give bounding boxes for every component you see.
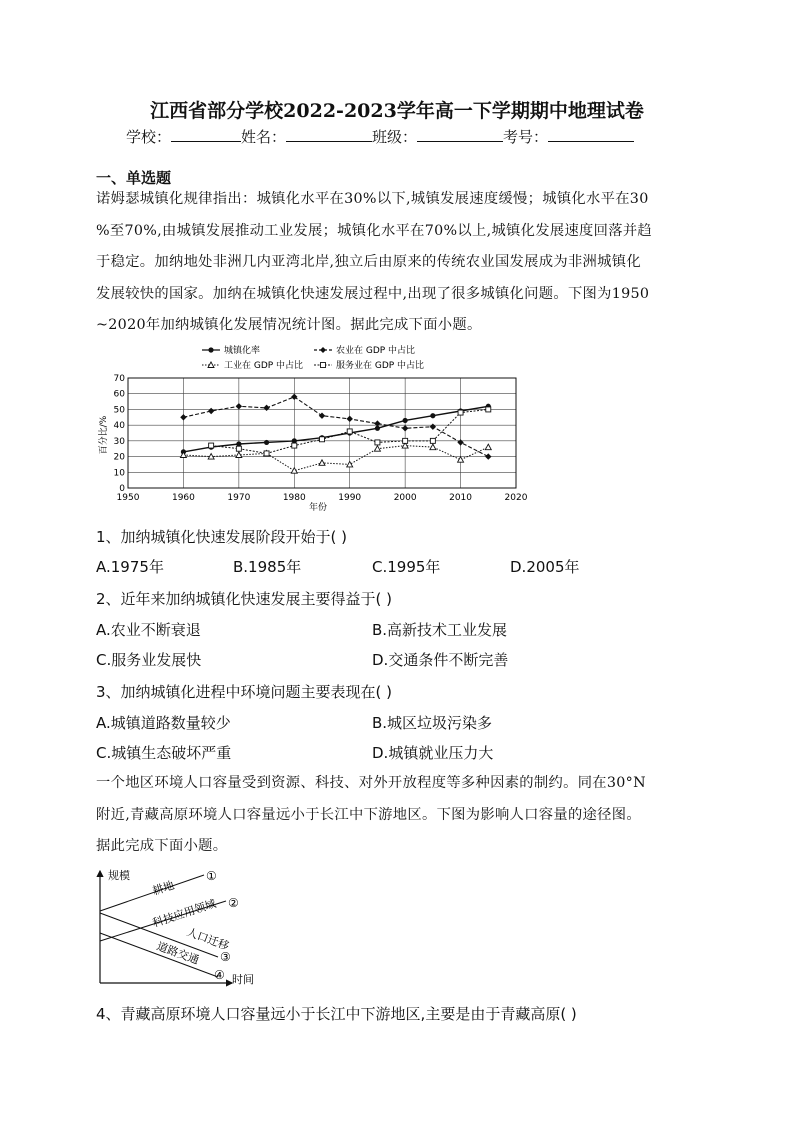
point-agri <box>208 408 214 414</box>
passage-2-line: 据此完成下面小题。 <box>96 838 228 855</box>
number-4: ④ <box>214 968 225 982</box>
urbanization-chart <box>96 340 536 515</box>
q3-option-c[interactable]: C.城镇生态破坏严重 <box>96 744 232 762</box>
number-3: ③ <box>220 950 231 964</box>
diagram-x-label: 时间 <box>232 973 254 986</box>
x-tick-label: 1970 <box>227 493 251 503</box>
y-tick-label: 30 <box>113 436 125 447</box>
legend-agri: 农业在 GDP 中占比 <box>336 346 416 356</box>
student-info-line <box>126 126 634 147</box>
number-1: ① <box>206 869 217 883</box>
point-serv <box>292 443 297 448</box>
legend-serv: 服务业在 GDP 中占比 <box>336 361 425 371</box>
passage-1-line: 发展较快的国家。加纳在城镇化快速发展过程中,出现了很多城镇化问题。下图为1950 <box>96 285 650 302</box>
class-blank[interactable] <box>417 127 503 142</box>
q2-option-d[interactable]: D.交通条件不断完善 <box>372 651 509 669</box>
point-serv <box>209 443 214 448</box>
label-farmland: 耕地 <box>150 878 176 898</box>
point-agri <box>263 405 269 411</box>
x-tick-label: 1990 <box>338 493 362 503</box>
series-line-3 <box>183 446 488 471</box>
point-ind <box>319 460 325 466</box>
section-heading-single-choice: 一、单选题 <box>96 169 172 187</box>
number-blank[interactable] <box>548 127 634 142</box>
point-serv <box>347 429 352 434</box>
passage-1-line: ~2020年加纳城镇化发展情况统计图。据此完成下面小题。 <box>96 317 482 334</box>
point-agri <box>485 453 491 459</box>
point-agri <box>347 416 353 422</box>
passage-2-line: 附近,青藏高原环境人口容量远小于长江中下游地区。下图为影响人口容量的途径图。 <box>96 806 641 823</box>
point-ind <box>374 446 380 452</box>
q2-option-a[interactable]: A.农业不断衰退 <box>96 621 201 639</box>
q1-option-a[interactable]: A.1975年 <box>96 558 164 576</box>
point-urban <box>264 440 269 445</box>
point-serv <box>403 438 408 443</box>
population-capacity-diagram <box>92 863 272 991</box>
plot-frame <box>128 378 516 488</box>
legend-urban: 城镇化率 <box>224 346 261 356</box>
point-agri <box>236 403 242 409</box>
passage-1-line: %至70%,由城镇发展推动工业发展；城镇化水平在70%以上,城镇化发展速度回落并趋 <box>96 222 653 239</box>
label-transport: 道路交通 <box>154 939 201 967</box>
chart-series <box>180 394 491 474</box>
label-tech: 科技应用领域 <box>150 897 218 930</box>
y-tick-label: 40 <box>113 421 125 432</box>
passage-2-line: 一个地区环境人口容量受到资源、科技、对外开放程度等多种因素的制约。同在30°N <box>96 775 646 791</box>
q2-option-c[interactable]: C.服务业发展快 <box>96 651 202 669</box>
name-blank[interactable] <box>286 127 372 142</box>
y-tick-label: 10 <box>113 468 125 479</box>
point-agri <box>319 413 325 419</box>
point-agri <box>180 414 186 420</box>
q3-option-a[interactable]: A.城镇道路数量较少 <box>96 714 231 732</box>
point-agri <box>457 439 463 445</box>
point-serv <box>430 438 435 443</box>
exam-title: 江西省部分学校2022-2023学年高一下学期期中地理试卷 <box>150 100 644 122</box>
x-tick-label: 2020 <box>504 493 528 503</box>
passage-1-line: 诺姆瑟城镇化规律指出：城镇化水平在30%以下,城镇发展速度缓慢；城镇化水平在30 <box>96 191 649 207</box>
point-serv <box>375 440 380 445</box>
x-tick-label: 1960 <box>171 493 195 503</box>
class-label: 班级： <box>372 128 418 146</box>
point-agri <box>374 420 380 426</box>
question-2-stem: 2、近年来加纳城镇化快速发展主要得益于( ) <box>96 590 393 608</box>
name-label: 姓名： <box>241 128 287 146</box>
y-axis-label: 百分比/% <box>99 415 109 455</box>
point-agri <box>430 424 436 430</box>
point-serv <box>458 410 463 415</box>
series-line-1 <box>183 406 488 452</box>
point-agri <box>291 394 297 400</box>
number-label: 考号： <box>503 128 549 146</box>
label-migration: 人口迁移 <box>184 925 231 953</box>
y-tick-label: 20 <box>113 452 125 463</box>
point-ind <box>430 444 436 450</box>
q1-option-d[interactable]: D.2005年 <box>510 558 580 576</box>
q3-option-d[interactable]: D.城镇就业压力大 <box>372 744 494 762</box>
x-tick-label: 1950 <box>116 493 140 503</box>
point-agri <box>402 425 408 431</box>
school-blank[interactable] <box>171 127 241 142</box>
q1-option-b[interactable]: B.1985年 <box>233 558 302 576</box>
point-ind <box>485 444 491 450</box>
y-tick-label: 70 <box>113 374 125 384</box>
question-1-stem: 1、加纳城镇化快速发展阶段开始于( ) <box>96 528 348 546</box>
x-tick-label: 1980 <box>282 493 306 503</box>
number-2: ② <box>228 896 239 910</box>
point-ind <box>347 461 353 467</box>
q3-option-b[interactable]: B.城区垃圾污染多 <box>372 714 493 732</box>
x-tick-label: 2000 <box>393 493 417 503</box>
point-serv <box>236 446 241 451</box>
chart-legend <box>202 344 424 371</box>
point-serv <box>320 437 325 442</box>
question-4-stem: 4、青藏高原环境人口容量远小于长江中下游地区,主要是由于青藏高原( ) <box>96 1005 577 1023</box>
q2-option-b[interactable]: B.高新技术工业发展 <box>372 621 508 639</box>
passage-1 <box>96 184 696 342</box>
legend-ind: 工业在 GDP 中占比 <box>224 361 304 371</box>
passage-1-line: 于稳定。加纳地处非洲几内亚湾北岸,独立后由原来的传统农业国发展成为非洲城镇化 <box>96 254 641 271</box>
passage-2 <box>96 768 696 863</box>
x-tick-label: 2010 <box>449 493 473 503</box>
y-tick-label: 60 <box>113 389 125 400</box>
y-tick-label: 50 <box>113 405 125 416</box>
point-ind <box>458 457 464 463</box>
question-3-stem: 3、加纳城镇化进程中环境问题主要表现在( ) <box>96 683 393 701</box>
point-serv <box>264 451 269 456</box>
q1-option-c[interactable]: C.1995年 <box>372 558 441 576</box>
point-urban <box>430 413 435 418</box>
y-tick-label: 0 <box>119 484 125 494</box>
point-urban <box>403 418 408 423</box>
chart-grid <box>128 378 516 488</box>
x-axis-label: 年份 <box>308 503 328 513</box>
school-label: 学校： <box>126 128 172 146</box>
point-serv <box>486 407 491 412</box>
diagram-y-label: 规模 <box>108 869 130 882</box>
